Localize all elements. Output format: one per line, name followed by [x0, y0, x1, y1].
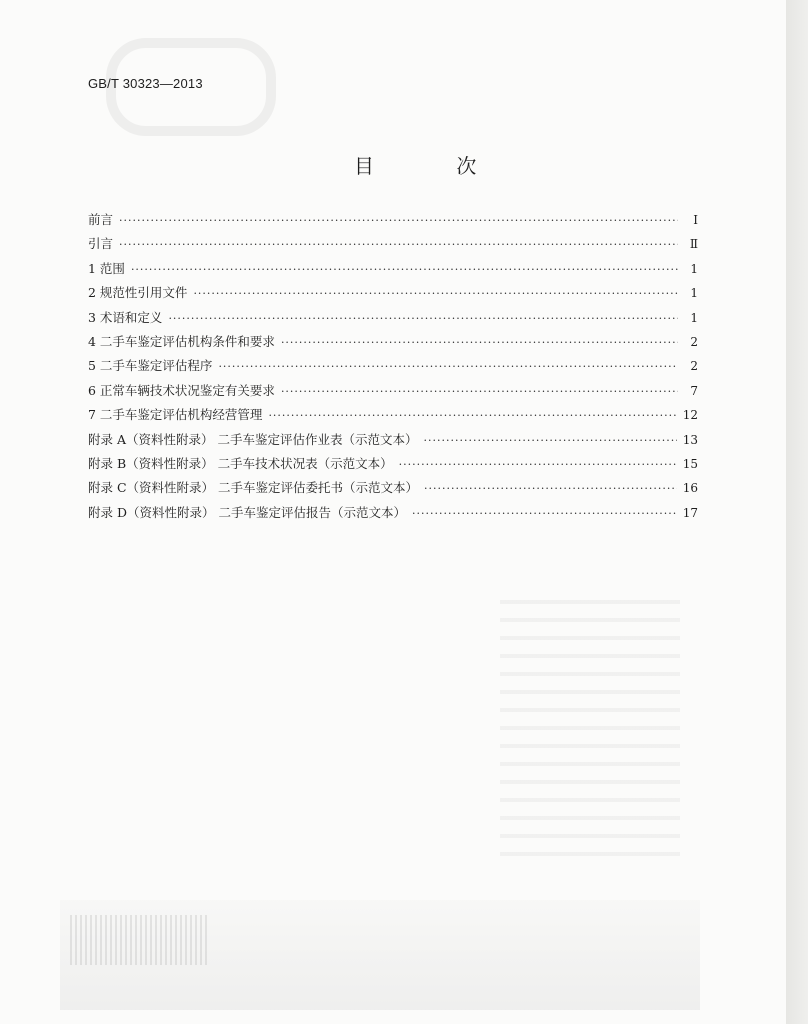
toc-leader-dots: [281, 336, 678, 349]
toc-entry[interactable]: [88, 381, 698, 405]
toc-leader-dots: [399, 458, 677, 471]
toc-entry[interactable]: [88, 210, 698, 234]
toc-entry[interactable]: [88, 503, 698, 527]
toc-entry-label: 附录 C（资料性附录） 二手车鉴定评估委托书（示范文本）: [88, 480, 419, 496]
toc-leader-dots: [119, 214, 678, 227]
toc-entry[interactable]: [88, 234, 698, 258]
toc-entry-label: 附录 A（资料性附录） 二手车鉴定评估作业表（示范文本）: [88, 431, 418, 447]
toc-entry[interactable]: [88, 454, 698, 478]
toc-entry[interactable]: [88, 478, 698, 502]
toc-leader-dots: [268, 409, 676, 422]
toc-leader-dots: [218, 360, 678, 373]
toc-entry-label: 3 术语和定义: [88, 309, 163, 325]
toc-entry-label: 5 二手车鉴定评估程序: [88, 358, 213, 374]
toc-entry[interactable]: [88, 332, 698, 356]
toc-entry-page: 1: [690, 261, 698, 276]
toc-entry-label: 前言: [88, 212, 114, 227]
toc-entry[interactable]: [88, 283, 698, 307]
toc-entry[interactable]: [88, 356, 698, 380]
toc-entry-label: 附录 D（资料性附录） 二手车鉴定评估报告（示范文本）: [88, 504, 406, 520]
toc-entry-label: 附录 B（资料性附录） 二手车技术状况表（示范文本）: [88, 455, 393, 471]
toc-entry-label: 2 规范性引用文件: [88, 285, 188, 301]
toc-leader-dots: [193, 287, 678, 300]
show-through-text-block: [500, 600, 680, 860]
toc-entry-label: 引言: [88, 236, 114, 252]
toc-entry[interactable]: [88, 405, 698, 429]
toc-leader-dots: [424, 482, 677, 495]
toc-leader-dots: [119, 238, 678, 251]
toc-entry-page: 15: [682, 456, 698, 471]
toc-entry-page: 7: [690, 383, 698, 398]
toc-entry-page: 16: [682, 481, 698, 496]
toc-entry-page: 2: [690, 359, 698, 374]
toc-entry-page: 17: [682, 505, 698, 520]
toc-entry-page: 1: [690, 286, 698, 301]
toc-entry-page: 1: [690, 310, 698, 325]
toc-entry-label: 7 二手车鉴定评估机构经营管理: [88, 407, 263, 423]
toc-leader-dots: [281, 385, 678, 398]
page-edge-shadow: [786, 0, 808, 1024]
standard-number: GB/T 30323—2013: [88, 76, 203, 91]
toc-entry-page: 12: [682, 408, 698, 423]
toc-entry[interactable]: [88, 259, 698, 283]
toc-entry-label: 1 范围: [88, 260, 125, 276]
show-through-barcode: [70, 915, 210, 965]
toc-entry-page: 2: [690, 334, 698, 349]
toc-entry[interactable]: [88, 430, 698, 454]
table-of-contents: [88, 210, 698, 527]
toc-title: 目 次: [354, 154, 515, 178]
toc-entry-page: Ⅱ: [689, 237, 698, 252]
toc-leader-dots: [168, 312, 678, 325]
toc-entry-label: 4 二手车鉴定评估机构条件和要求: [88, 333, 275, 349]
toc-entry-page: Ⅰ: [693, 213, 698, 227]
toc-leader-dots: [131, 263, 678, 276]
toc-leader-dots: [423, 434, 676, 447]
toc-entry[interactable]: [88, 308, 698, 332]
toc-leader-dots: [412, 507, 677, 520]
toc-entry-label: 6 正常车辆技术状况鉴定有关要求: [88, 382, 275, 398]
toc-entry-page: 13: [682, 432, 698, 447]
